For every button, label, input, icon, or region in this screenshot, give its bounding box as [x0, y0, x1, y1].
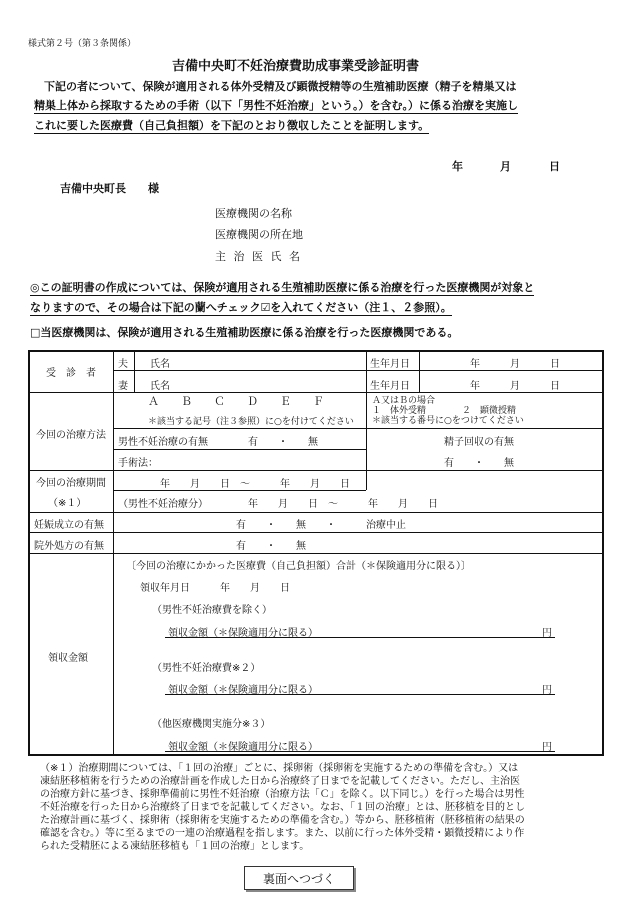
pregnancy-label: 妊娠成立の有無 [34, 520, 104, 531]
footnote-line-2: 凍結胚移植術を行うための治療計画を作成した日から治療終了日までを記載してください。ただし、主治医 [40, 776, 520, 787]
footnote-line-4: 不妊治療を行った日から治療終了日までを記載してください。なお、「１回の治療」とは、胚移植を目的とし [40, 802, 525, 813]
yen-3: 円 [542, 742, 552, 753]
intro-line-1: 下記の者について、保険が適用される体外受精及び顕微授精等の生殖補助医療（精子を精巣又は [44, 80, 517, 93]
husband-name-label: 氏名 [150, 359, 170, 370]
addressee: 吉備中央町長 様 [60, 182, 159, 195]
husband-dob-label: 生年月日 [370, 359, 410, 370]
wife-dob-label: 生年月日 [370, 381, 410, 392]
period-label: 今回の治療期間 [36, 478, 106, 489]
form-number: 様式第２号（第３条関係） [28, 39, 137, 49]
husband-label: 夫 [118, 359, 128, 370]
period-male-label: （男性不妊治療分） [118, 499, 208, 510]
footnote-line-5: た治療計画に基づく、採卵術（採卵術を実施するための準備を含む。）等から、胚移植術（胚移植術の結果の [40, 815, 525, 826]
wife-dob-value[interactable]: 年 月 日 [470, 381, 560, 392]
excl-male-label: （男性不妊治療費を除く） [152, 605, 272, 616]
continue-on-back-button[interactable]: 裏面へつづく [244, 866, 354, 890]
male-fee-label: （男性不妊治療費※２） [152, 663, 261, 674]
fee-total-header: 〔今回の治療にかかった医療費（自己負担額）合計（＊保険適用分に限る）〕 [126, 561, 471, 572]
date-year: 年 [452, 160, 463, 173]
notice-line-1: ◎この証明書の作成については、保険が適用される生殖補助医療に係る治療を行った医療機関が対象と [30, 281, 535, 294]
other-fee-label: （他医療機関実施分※３） [152, 719, 271, 730]
pregnancy-values[interactable]: 有 ・ 無 ・ 治療中止 [236, 520, 406, 531]
period-note: （※１） [48, 498, 87, 509]
clinic-name-label: 医療機関の名称 [215, 207, 292, 220]
ab-note: ＊該当する番号に○をつけてください [372, 416, 524, 426]
checkbox-statement[interactable]: □当医療機関は、保険が適用される生殖補助医療に係る治療を行った医療機関である。 [30, 326, 459, 339]
method-note: ＊該当する記号（注３参照）に○を付けてください [148, 417, 354, 427]
husband-dob-value[interactable]: 年 月 日 [470, 359, 560, 370]
fee-label: 領収金額 [48, 653, 88, 664]
patient-label: 受 診 者 [46, 368, 96, 379]
footnote-line-7: られた受精胚による凍結胚移植も「１回の治療」とします。 [40, 841, 310, 852]
footnote-line-1: （※１）治療期間については、「１回の治療」ごとに、採卵術（採卵術を実施するための準備を含む。）又は [40, 763, 519, 774]
period-range[interactable]: 年 月 日 〜 年 月 日 [160, 479, 350, 490]
date-day: 日 [549, 160, 560, 173]
footnote-line-3: の治療方針に基づき、採卵準備前に男性不妊治療（治療方法「Ｃ」を除く。以下同じ。）を行った場合は男性 [40, 789, 525, 800]
ab-options[interactable]: １ 体外受精 ２ 顕微授精 [372, 406, 517, 416]
sperm-retrieval-label: 精子回収の有無 [444, 437, 514, 448]
doctor-name-label: 主 治 医 氏 名 [215, 250, 302, 263]
wife-name-label: 氏名 [150, 381, 170, 392]
method-options[interactable]: Ａ Ｂ Ｃ Ｄ Ｅ Ｆ [148, 395, 324, 408]
receipt-date[interactable]: 領収年月日 年 月 日 [140, 583, 290, 594]
clinic-address-label: 医療機関の所在地 [215, 228, 303, 241]
period-male-range[interactable]: 年 月 日 〜 年 月 日 [248, 499, 438, 510]
yen-2: 円 [542, 685, 552, 696]
wife-label: 妻 [118, 381, 128, 392]
prescription-values[interactable]: 有 ・ 無 [236, 541, 306, 552]
method-label: 今回の治療方法 [36, 430, 106, 441]
sperm-retrieval-yes-no[interactable]: 有 ・ 無 [444, 458, 514, 469]
date-month: 月 [500, 160, 511, 173]
intro-line-2: 精巣上体から採取するための手術（以下「男性不妊治療」という。）を含む。）に係る治療を実施し [34, 99, 518, 112]
prescription-label: 院外処方の有無 [34, 541, 104, 552]
amount-label-1: 領収金額（＊保険適用分に限る） [168, 628, 318, 639]
footnote-line-6: 確認を含む。）等に至るまでの一連の治療過程を指します。また、以前に行った体外受精・顕微授精により作 [40, 828, 525, 839]
amount-label-3: 領収金額（＊保険適用分に限る） [168, 742, 318, 753]
male-treatment-yes-no[interactable]: 有 ・ 無 [248, 437, 318, 448]
page-title: 吉備中央町不妊治療費助成事業受診証明書 [172, 59, 420, 74]
yen-1: 円 [542, 628, 552, 639]
surgery-method-label[interactable]: 手術法： [118, 458, 158, 469]
ab-case-label: Ａ又はＢの場合 [372, 396, 436, 406]
intro-line-3: これに要した医療費（自己負担額）を下記のとおり徴収したことを証明します。 [34, 119, 430, 132]
male-treatment-label: 男性不妊治療の有無 [118, 437, 208, 448]
notice-line-2: なりますので、その場合は下記の蘭へチェック☑を入れてください（注１、２参照）。 [30, 301, 452, 314]
amount-label-2: 領収金額（＊保険適用分に限る） [168, 685, 318, 696]
